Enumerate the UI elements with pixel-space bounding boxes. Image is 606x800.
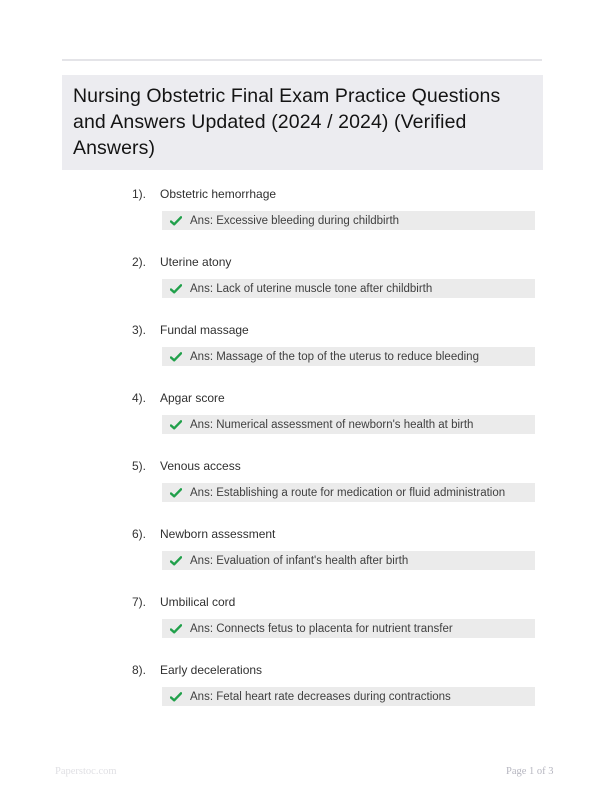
question-term: Apgar score bbox=[160, 391, 225, 405]
question-item bbox=[0, 459, 606, 502]
title-banner bbox=[62, 75, 543, 170]
answer-text: Ans: Establishing a route for medication or fluid administration bbox=[190, 486, 506, 499]
question-number: 3). bbox=[132, 323, 147, 337]
question-term: Fundal massage bbox=[160, 323, 249, 337]
question-row bbox=[132, 595, 606, 610]
question-term: Obstetric hemorrhage bbox=[160, 187, 277, 201]
answer-text: Ans: Numerical assessment of newborn's health at birth bbox=[190, 418, 474, 431]
check-icon bbox=[170, 556, 182, 566]
question-row bbox=[132, 459, 606, 474]
watermark-text: Paperstoc.com bbox=[55, 766, 117, 777]
question-list bbox=[0, 187, 606, 731]
check-icon bbox=[170, 692, 182, 702]
question-item bbox=[0, 663, 606, 706]
question-number: 6). bbox=[132, 527, 147, 541]
question-number: 4). bbox=[132, 391, 147, 405]
question-term: Newborn assessment bbox=[160, 527, 276, 541]
question-number: 2). bbox=[132, 255, 147, 269]
divider bbox=[62, 59, 542, 61]
question-number: 7). bbox=[132, 595, 147, 609]
answer-text: Ans: Massage of the top of the uterus to reduce bleeding bbox=[190, 350, 479, 363]
question-term: Uterine atony bbox=[160, 255, 232, 269]
answer-bar bbox=[162, 551, 535, 570]
answer-bar bbox=[162, 347, 535, 366]
answer-text: Ans: Fetal heart rate decreases during contractions bbox=[190, 690, 451, 703]
answer-bar bbox=[162, 415, 535, 434]
answer-bar bbox=[162, 211, 535, 230]
answer-bar bbox=[162, 687, 535, 706]
question-number: 1). bbox=[132, 187, 147, 201]
answer-text: Ans: Lack of uterine muscle tone after childbirth bbox=[190, 282, 433, 295]
question-item bbox=[0, 391, 606, 434]
question-row bbox=[132, 527, 606, 542]
page-indicator: Page 1 of 3 bbox=[506, 766, 554, 777]
question-row bbox=[132, 187, 606, 202]
check-icon bbox=[170, 624, 182, 634]
answer-bar bbox=[162, 619, 535, 638]
check-icon bbox=[170, 284, 182, 294]
question-row bbox=[132, 323, 606, 338]
question-term: Early decelerations bbox=[160, 663, 263, 677]
question-item bbox=[0, 527, 606, 570]
answer-text: Ans: Excessive bleeding during childbirth bbox=[190, 214, 400, 227]
question-row bbox=[132, 663, 606, 678]
question-number: 8). bbox=[132, 663, 147, 677]
question-item bbox=[0, 255, 606, 298]
question-row bbox=[132, 255, 606, 270]
question-item bbox=[0, 187, 606, 230]
question-term: Umbilical cord bbox=[160, 595, 236, 609]
answer-text: Ans: Connects fetus to placenta for nutrient transfer bbox=[190, 622, 453, 635]
question-number: 5). bbox=[132, 459, 147, 473]
check-icon bbox=[170, 488, 182, 498]
question-item bbox=[0, 323, 606, 366]
answer-bar bbox=[162, 279, 535, 298]
page-title: Nursing Obstetric Final Exam Practice Questions and Answers Updated (2024 / 2024) (Verified Answers) bbox=[73, 85, 501, 159]
question-row bbox=[132, 391, 606, 406]
question-item bbox=[0, 595, 606, 638]
answer-bar bbox=[162, 483, 535, 502]
check-icon bbox=[170, 216, 182, 226]
check-icon bbox=[170, 352, 182, 362]
question-term: Venous access bbox=[160, 459, 241, 473]
answer-text: Ans: Evaluation of infant's health after birth bbox=[190, 554, 409, 567]
check-icon bbox=[170, 420, 182, 430]
